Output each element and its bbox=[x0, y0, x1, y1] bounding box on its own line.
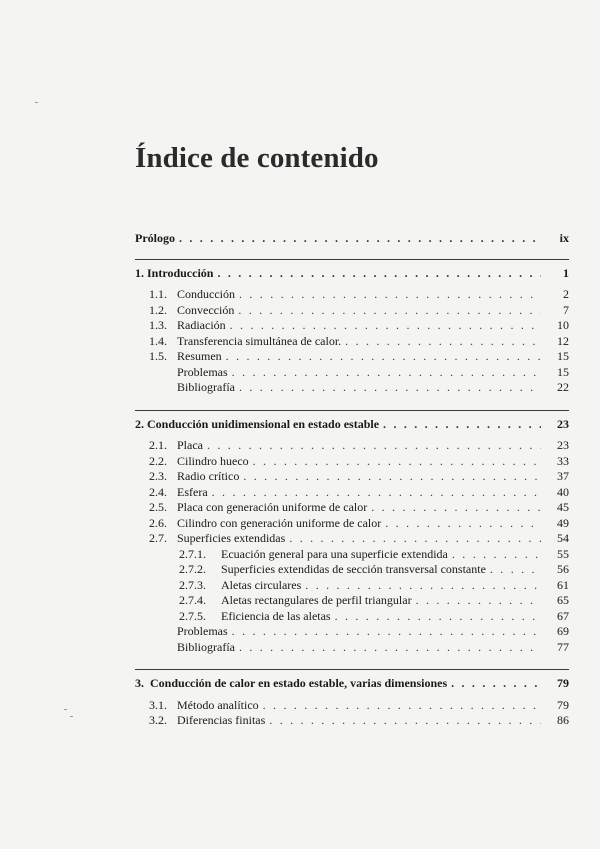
toc-label: Aletas circulares bbox=[221, 577, 302, 592]
toc-entry[interactable] bbox=[135, 380, 569, 396]
toc-label: Placa bbox=[177, 438, 203, 452]
toc-leader bbox=[226, 349, 541, 365]
toc-label: Método analítico bbox=[177, 697, 259, 712]
toc-page: 54 bbox=[557, 531, 569, 545]
toc-label: Aletas rectangulares de perfil triangular bbox=[221, 593, 412, 607]
toc-number: 2.7.2. bbox=[179, 562, 206, 576]
toc-chapter-1[interactable] bbox=[135, 266, 569, 282]
toc-prologue[interactable] bbox=[135, 231, 569, 247]
toc-entry[interactable] bbox=[135, 365, 569, 381]
toc-leader bbox=[385, 516, 541, 532]
toc-subentry[interactable] bbox=[135, 562, 569, 578]
toc-label: Diferencias finitas bbox=[177, 713, 266, 727]
toc-leader bbox=[383, 417, 541, 433]
toc-number: 2.2. bbox=[149, 453, 167, 468]
toc-label: Placa con generación uniforme de calor bbox=[177, 500, 368, 514]
scan-speck bbox=[70, 716, 73, 717]
toc-page: 2 bbox=[563, 287, 569, 301]
toc-page: 12 bbox=[557, 333, 569, 348]
toc-label: Bibliografía bbox=[177, 639, 235, 654]
toc-page: 22 bbox=[557, 380, 569, 394]
toc-page: 67 bbox=[557, 608, 569, 623]
toc-page: 7 bbox=[563, 302, 569, 317]
toc-subentry[interactable] bbox=[135, 593, 569, 609]
toc-number: 1.2. bbox=[149, 302, 167, 317]
toc-page: 37 bbox=[557, 469, 569, 483]
toc-page: 56 bbox=[557, 562, 569, 576]
toc-entry[interactable] bbox=[135, 454, 569, 470]
toc-entry[interactable] bbox=[135, 624, 569, 640]
toc-page: 15 bbox=[557, 349, 569, 363]
toc-leader bbox=[239, 640, 541, 656]
toc-entry[interactable] bbox=[135, 349, 569, 365]
toc-page: ix bbox=[559, 231, 569, 245]
toc-number: 2.7.1. bbox=[179, 546, 206, 561]
toc-leader bbox=[451, 676, 541, 692]
toc-subentry[interactable] bbox=[135, 547, 569, 563]
toc-leader bbox=[335, 609, 541, 625]
toc-entry[interactable] bbox=[135, 287, 569, 303]
toc-leader bbox=[452, 547, 541, 563]
toc-page: 40 bbox=[557, 484, 569, 499]
toc-label: Radio crítico bbox=[177, 469, 240, 483]
toc-number: 3.2. bbox=[149, 713, 167, 727]
toc-label: Ecuación general para una superficie extendida bbox=[221, 546, 448, 561]
toc-leader bbox=[212, 485, 541, 501]
toc-page: 77 bbox=[557, 639, 569, 654]
toc-label: Convección bbox=[177, 302, 235, 317]
toc-leader bbox=[232, 624, 541, 640]
toc-number: 1.1. bbox=[149, 287, 167, 301]
toc-number: 3.1. bbox=[149, 697, 167, 712]
toc-page: 15 bbox=[557, 364, 569, 379]
toc-leader bbox=[230, 318, 541, 334]
toc-leader bbox=[371, 500, 541, 516]
toc-page: 23 bbox=[557, 438, 569, 452]
toc-page: 33 bbox=[557, 453, 569, 468]
toc-label: 3. Conducción de calor en estado estable, varias dimensiones bbox=[135, 676, 448, 690]
toc-entry[interactable] bbox=[135, 531, 569, 547]
toc-page: 10 bbox=[557, 318, 569, 332]
toc-entry[interactable] bbox=[135, 303, 569, 319]
toc-chapter-3[interactable] bbox=[135, 676, 569, 692]
table-of-contents bbox=[135, 231, 569, 729]
toc-label: Cilindro hueco bbox=[177, 453, 249, 468]
scan-speck bbox=[35, 102, 38, 103]
toc-label: Superficies extendidas bbox=[177, 531, 286, 545]
separator-rule bbox=[135, 669, 569, 670]
toc-entry[interactable] bbox=[135, 516, 569, 532]
toc-label: Problemas bbox=[177, 624, 228, 638]
toc-entry[interactable] bbox=[135, 334, 569, 350]
toc-page: 1 bbox=[563, 265, 569, 280]
toc-leader bbox=[416, 593, 541, 609]
toc-entry[interactable] bbox=[135, 698, 569, 714]
toc-page: 79 bbox=[557, 676, 569, 690]
toc-leader bbox=[305, 578, 541, 594]
toc-label: Prólogo bbox=[135, 231, 175, 245]
toc-leader bbox=[239, 287, 541, 303]
toc-entry[interactable] bbox=[135, 500, 569, 516]
toc-page: 23 bbox=[557, 416, 569, 431]
toc-label: Conducción bbox=[177, 287, 235, 301]
toc-leader bbox=[239, 380, 541, 396]
toc-number: 2.3. bbox=[149, 469, 167, 483]
toc-entry[interactable] bbox=[135, 438, 569, 454]
toc-leader bbox=[269, 713, 541, 729]
toc-leader bbox=[253, 454, 541, 470]
toc-label: Bibliografía bbox=[177, 380, 235, 394]
toc-label: Transferencia simultánea de calor. bbox=[177, 333, 342, 348]
toc-label: Cilindro con generación uniforme de calor bbox=[177, 515, 382, 530]
toc-leader bbox=[232, 365, 541, 381]
toc-label: Esfera bbox=[177, 484, 208, 499]
toc-page: 45 bbox=[557, 500, 569, 514]
toc-leader bbox=[289, 531, 541, 547]
toc-number: 2.7.3. bbox=[179, 577, 206, 592]
separator-rule bbox=[135, 259, 569, 260]
toc-leader bbox=[243, 469, 541, 485]
toc-label: Eficiencia de las aletas bbox=[221, 608, 331, 623]
toc-leader bbox=[345, 334, 541, 350]
toc-leader bbox=[263, 698, 541, 714]
toc-leader bbox=[179, 231, 541, 247]
toc-entry[interactable] bbox=[135, 485, 569, 501]
toc-page: 79 bbox=[557, 697, 569, 712]
toc-label: 1. Introducción bbox=[135, 265, 214, 280]
page-title: Índice de contenido bbox=[135, 142, 379, 174]
toc-number: 1.5. bbox=[149, 349, 167, 363]
toc-page: 86 bbox=[557, 713, 569, 727]
toc-label: Resumen bbox=[177, 349, 222, 363]
toc-number: 2.5. bbox=[149, 500, 167, 514]
toc-label: Superficies extendidas de sección transversal constante bbox=[221, 562, 486, 576]
separator-rule bbox=[135, 410, 569, 411]
toc-page: 69 bbox=[557, 624, 569, 638]
toc-entry[interactable] bbox=[135, 713, 569, 729]
toc-number: 1.4. bbox=[149, 333, 167, 348]
toc-number: 1.3. bbox=[149, 318, 167, 332]
toc-page: 61 bbox=[557, 577, 569, 592]
toc-subentry[interactable] bbox=[135, 578, 569, 594]
toc-number: 2.7. bbox=[149, 531, 167, 545]
toc-entry[interactable] bbox=[135, 640, 569, 656]
toc-number: 2.7.4. bbox=[179, 593, 206, 607]
toc-page: 49 bbox=[557, 515, 569, 530]
toc-leader bbox=[490, 562, 541, 578]
toc-number: 2.4. bbox=[149, 484, 167, 499]
toc-subentry[interactable] bbox=[135, 609, 569, 625]
toc-entry[interactable] bbox=[135, 318, 569, 334]
toc-label: Radiación bbox=[177, 318, 226, 332]
toc-page: 55 bbox=[557, 546, 569, 561]
toc-number: 2.7.5. bbox=[179, 608, 206, 623]
scan-speck bbox=[64, 709, 67, 710]
toc-label: Problemas bbox=[177, 364, 228, 379]
toc-number: 2.6. bbox=[149, 515, 167, 530]
toc-number: 2.1. bbox=[149, 438, 167, 452]
toc-chapter-2[interactable] bbox=[135, 417, 569, 433]
toc-leader bbox=[238, 303, 541, 319]
toc-page: 65 bbox=[557, 593, 569, 607]
toc-label: 2. Conducción unidimensional en estado estable bbox=[135, 416, 380, 431]
toc-entry[interactable] bbox=[135, 469, 569, 485]
toc-leader bbox=[217, 266, 541, 282]
toc-leader bbox=[207, 438, 541, 454]
